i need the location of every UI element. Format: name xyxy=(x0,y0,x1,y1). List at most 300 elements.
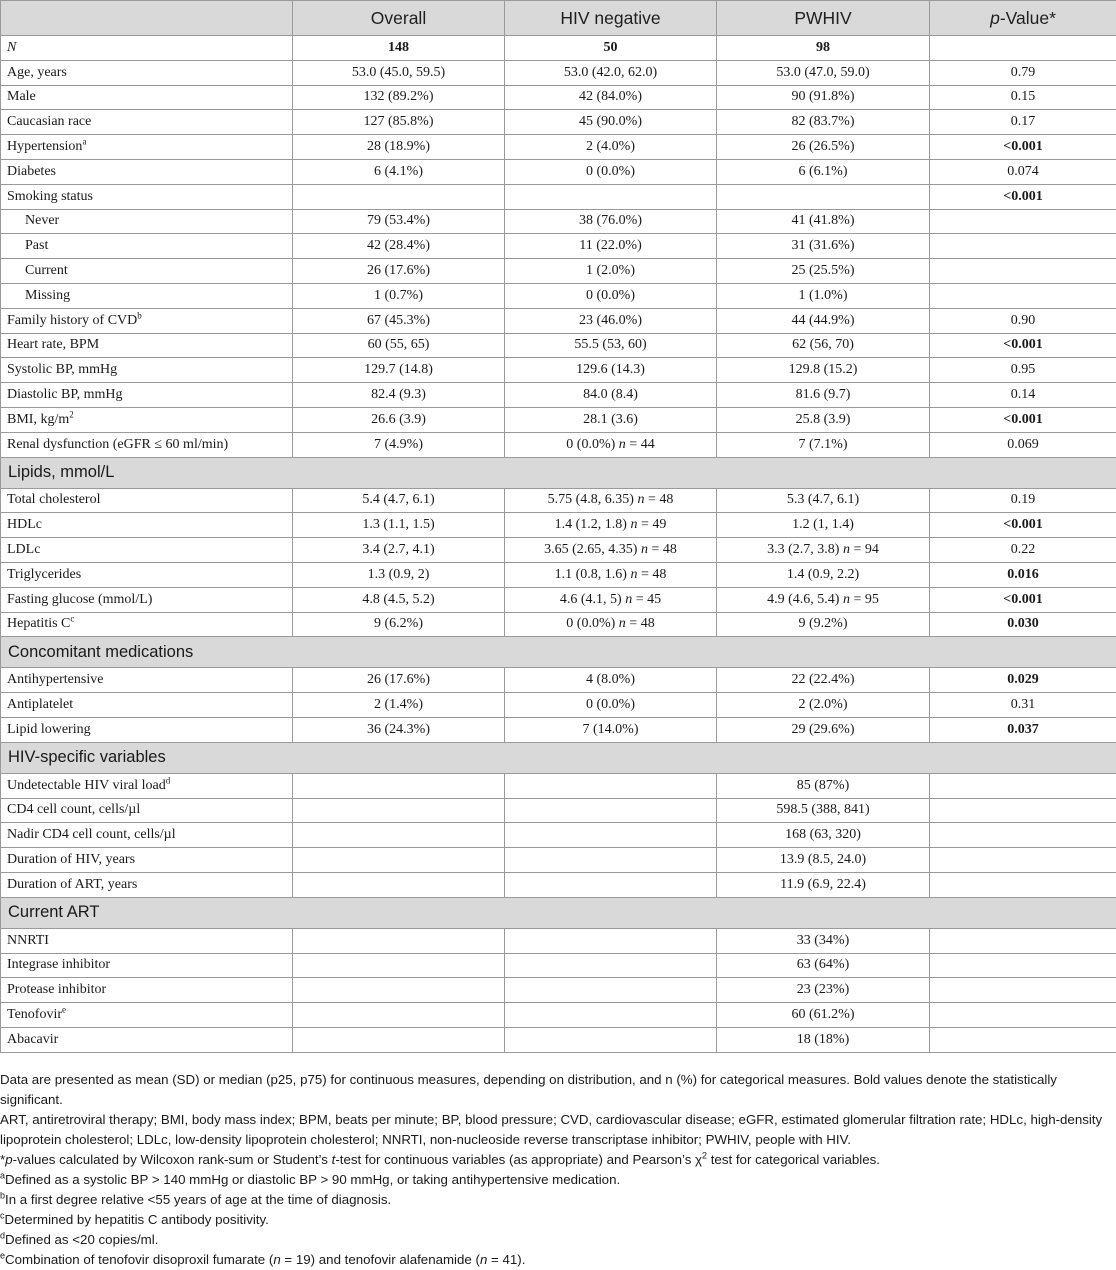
cell-p xyxy=(930,978,1116,1003)
n-label: n xyxy=(625,591,633,607)
table-row xyxy=(1,773,1116,798)
header-hiv-negative: HIV negative xyxy=(505,1,717,36)
table-row xyxy=(1,209,1116,234)
cell-p xyxy=(930,135,1116,160)
cell-hiv-negative xyxy=(505,872,717,897)
table-row xyxy=(1,234,1116,259)
cell-hiv-negative xyxy=(505,358,717,383)
cell-pwhiv xyxy=(717,1027,930,1052)
cell-pwhiv xyxy=(717,407,930,432)
footnote-a: $^a$Defined as a systolic BP > 140 mmHg or diastolic BP > 90 mmHg, or taking antihypertensive medication. xyxy=(0,1170,621,1187)
row-label xyxy=(1,953,293,978)
cell-value: 0.22 xyxy=(1010,542,1036,558)
row-label-text: Protease inhibitor xyxy=(7,982,107,998)
cell-pwhiv xyxy=(717,135,930,160)
cell-value: 28.1 (3.6) xyxy=(583,411,638,427)
cell-value: 25 (25.5%) xyxy=(791,263,855,279)
cell-pwhiv xyxy=(717,953,930,978)
footnote-star: *p-values calculated by Wilcoxon rank-sum or Student’s t-test for continuous variables (as appropriate) and Pearson’s $\chi^2$ test for categorical variables. xyxy=(0,1150,880,1167)
cell-hiv-negative xyxy=(505,259,717,284)
row-label xyxy=(1,587,293,612)
cell-pwhiv xyxy=(717,432,930,457)
cell-overall xyxy=(293,283,505,308)
cell-value: 3.65 (2.65, 4.35) xyxy=(544,542,638,558)
row-label xyxy=(1,383,293,408)
row-label-text: Duration of HIV, years xyxy=(7,852,136,867)
cell-value: 42 (84.0%) xyxy=(579,89,642,105)
table-footnotes xyxy=(0,1070,1112,1270)
cell-value: 33 (34%) xyxy=(796,932,850,948)
footnote-d: $^d$Defined as <20 copies/ml. xyxy=(0,1230,159,1247)
cell-value: 0.016 xyxy=(1007,566,1039,582)
cell-value: 0 (0.0%) xyxy=(586,163,635,179)
cell-value: 0 (0.0%) xyxy=(586,287,635,303)
cell-overall xyxy=(293,823,505,848)
section-row xyxy=(1,457,1116,488)
cell-overall xyxy=(293,259,505,284)
cell-value: 5.4 (4.7, 6.1) xyxy=(362,492,435,508)
cell-value: 129.7 (14.8) xyxy=(364,362,433,378)
cell-p xyxy=(930,60,1116,85)
cell-pwhiv xyxy=(717,383,930,408)
cell-overall xyxy=(293,407,505,432)
n-label: n xyxy=(618,436,626,452)
cell-hiv-negative xyxy=(505,717,717,742)
cell-overall xyxy=(293,872,505,897)
cell-value: 31 (31.6%) xyxy=(791,238,855,254)
n-label: n xyxy=(630,566,638,582)
cell-value: 45 (90.0%) xyxy=(579,114,642,130)
cell-value: 132 (89.2%) xyxy=(363,89,434,105)
table-row xyxy=(1,848,1116,873)
cell-value: 22 (22.4%) xyxy=(791,672,855,688)
row-label xyxy=(1,308,293,333)
cell-p xyxy=(930,773,1116,798)
n-value: 45 xyxy=(647,591,662,607)
cell-hiv-negative xyxy=(505,333,717,358)
cell-value: 0.90 xyxy=(1010,312,1036,328)
cell-hiv-negative: 5.75 (4.8, 6.35) n = 48 xyxy=(505,488,717,513)
cell-p xyxy=(930,823,1116,848)
cell-p xyxy=(930,798,1116,823)
cell-hiv-negative xyxy=(505,308,717,333)
cell-value: 23 (46.0%) xyxy=(579,312,642,328)
cell-value: 2 (2.0%) xyxy=(798,697,848,713)
cell-pwhiv: 3.3 (2.7, 3.8) n = 94 xyxy=(717,538,930,563)
cell-p xyxy=(930,668,1116,693)
row-label xyxy=(1,928,293,953)
cell-pwhiv xyxy=(717,848,930,873)
cell-value: 0.95 xyxy=(1010,362,1036,378)
cell-hiv-negative: 0 (0.0%) n = 44 xyxy=(505,432,717,457)
cell-value: 3.3 (2.7, 3.8) xyxy=(767,542,840,558)
table-row xyxy=(1,538,1116,563)
cell-p xyxy=(930,407,1116,432)
cell-pwhiv xyxy=(717,358,930,383)
cell-value: 85 (87%) xyxy=(796,777,850,793)
cell-value: 7 (4.9%) xyxy=(374,436,423,452)
cell-value: 168 (63, 320) xyxy=(785,827,861,843)
cell-value: 0.030 xyxy=(1007,616,1039,632)
cell-hiv-negative xyxy=(505,668,717,693)
cell-value: 53.0 (42.0, 62.0) xyxy=(563,64,658,80)
cell-value: 0.074 xyxy=(1007,163,1039,179)
row-label xyxy=(1,488,293,513)
cell-hiv-negative xyxy=(505,85,717,110)
cell-hiv-negative xyxy=(505,283,717,308)
cell-hiv-negative xyxy=(505,1027,717,1052)
cell-pwhiv: 4.9 (4.6, 5.4) n = 95 xyxy=(717,587,930,612)
row-label-text: Triglycerides xyxy=(7,566,82,582)
row-label xyxy=(1,1003,293,1028)
table-row xyxy=(1,159,1116,184)
n-value: 48 xyxy=(640,616,655,632)
cell-value: 1.1 (0.8, 1.6) xyxy=(554,566,627,582)
cell-value: 0.14 xyxy=(1010,387,1036,403)
cell-value: 26.6 (3.9) xyxy=(371,411,426,427)
cell-hiv-negative xyxy=(505,184,717,209)
n-value: 48 xyxy=(652,566,667,582)
cell-value: <0.001 xyxy=(1003,337,1043,353)
row-label xyxy=(1,407,293,432)
row-label-text: HDLc xyxy=(7,517,42,533)
row-label xyxy=(1,513,293,538)
cell-value: 129.8 (15.2) xyxy=(788,362,858,378)
cell-hiv-negative xyxy=(505,135,717,160)
n-value: 48 xyxy=(662,542,677,558)
cell-p xyxy=(930,928,1116,953)
row-label xyxy=(1,823,293,848)
row-label xyxy=(1,234,293,259)
cell-pwhiv xyxy=(717,85,930,110)
n-label: n xyxy=(842,591,850,607)
table-row xyxy=(1,135,1116,160)
table-row xyxy=(1,562,1116,587)
table-row xyxy=(1,1003,1116,1028)
cell-overall xyxy=(293,928,505,953)
cell-pwhiv xyxy=(717,773,930,798)
cell-p xyxy=(930,333,1116,358)
cell-hiv-negative xyxy=(505,823,717,848)
cell-overall xyxy=(293,668,505,693)
cell-value: 29 (29.6%) xyxy=(791,721,855,737)
cell-overall xyxy=(293,513,505,538)
cell-pwhiv xyxy=(717,562,930,587)
table-row xyxy=(1,358,1116,383)
row-label xyxy=(1,848,293,873)
row-label xyxy=(1,283,293,308)
cell-value: 9 (6.2%) xyxy=(374,616,423,632)
footnote-marker: a xyxy=(82,136,87,147)
table-row xyxy=(1,488,1116,513)
section-row xyxy=(1,637,1116,668)
n-label: n xyxy=(618,616,626,632)
cell-overall xyxy=(293,159,505,184)
cell-hiv-negative xyxy=(505,978,717,1003)
cell-value: 38 (76.0%) xyxy=(579,213,642,229)
row-label-text: Never xyxy=(25,213,60,229)
cell-hiv-negative: 0 (0.0%) n = 48 xyxy=(505,612,717,637)
row-label-text: Family history of CVD xyxy=(7,312,138,328)
cell-value: 1 (0.7%) xyxy=(374,287,423,303)
cell-value: 0 (0.0%) xyxy=(566,616,616,632)
cell-p xyxy=(930,538,1116,563)
n-label: n xyxy=(630,517,638,533)
cell-overall xyxy=(293,612,505,637)
cell-overall xyxy=(293,798,505,823)
table-row xyxy=(1,85,1116,110)
table-row xyxy=(1,1027,1116,1052)
table-row xyxy=(1,928,1116,953)
header-p-value: p-Value* xyxy=(930,1,1116,36)
row-label-text: Diastolic BP, mmHg xyxy=(7,387,123,403)
cell-value: 1.2 (1, 1.4) xyxy=(792,517,854,533)
cell-p xyxy=(930,488,1116,513)
cell-value: 7 (14.0%) xyxy=(582,721,639,737)
row-label xyxy=(1,798,293,823)
cell-value: 0 (0.0%) xyxy=(566,436,616,452)
cell-p xyxy=(930,159,1116,184)
footnote-marker: d xyxy=(165,774,171,785)
cell-pwhiv xyxy=(717,798,930,823)
table-row xyxy=(1,383,1116,408)
cell-value: 53.0 (47.0, 59.0) xyxy=(776,64,870,80)
cell-value: 1.4 (1.2, 1.8) xyxy=(554,517,627,533)
cell-hiv-negative xyxy=(505,383,717,408)
n-value: 94 xyxy=(864,542,879,558)
cell-hiv-negative xyxy=(505,1003,717,1028)
table-row xyxy=(1,798,1116,823)
cell-value: 60 (61.2%) xyxy=(791,1006,855,1022)
cell-overall xyxy=(293,848,505,873)
cell-value: <0.001 xyxy=(1003,139,1043,155)
table-row xyxy=(1,184,1116,209)
cell-pwhiv xyxy=(717,612,930,637)
cell-value: 3.4 (2.7, 4.1) xyxy=(362,542,435,558)
cell-overall xyxy=(293,978,505,1003)
row-label xyxy=(1,773,293,798)
row-label-text: Caucasian race xyxy=(7,114,92,130)
cell-pwhiv xyxy=(717,668,930,693)
table-row xyxy=(1,513,1116,538)
cell-value: 6 (4.1%) xyxy=(374,163,423,179)
row-label-text: Abacavir xyxy=(7,1031,59,1047)
row-label-text: Hepatitis C xyxy=(7,616,71,632)
cell-p xyxy=(930,432,1116,457)
n-label: n xyxy=(842,542,850,558)
row-label-text: Hypertension xyxy=(7,139,83,155)
table-row xyxy=(1,407,1116,432)
row-label xyxy=(1,259,293,284)
table-row xyxy=(1,693,1116,718)
cell-p xyxy=(930,209,1116,234)
row-label-text: LDLc xyxy=(7,542,41,558)
cell-overall xyxy=(293,693,505,718)
row-label-text: Male xyxy=(7,89,36,105)
cell-value: 1.4 (0.9, 2.2) xyxy=(786,566,860,582)
cell-hiv-negative: 1.4 (1.2, 1.8) n = 49 xyxy=(505,513,717,538)
cell-value: 60 (55, 65) xyxy=(367,337,430,353)
cell-pwhiv xyxy=(717,928,930,953)
cell-overall xyxy=(293,587,505,612)
row-label-text: Nadir CD4 cell count, cells/µl xyxy=(7,827,176,843)
cell-hiv-negative xyxy=(505,953,717,978)
table-row xyxy=(1,60,1116,85)
cell-pwhiv xyxy=(717,110,930,135)
cell-value: 26 (17.6%) xyxy=(367,672,430,688)
cell-overall xyxy=(293,1003,505,1028)
header-pwhiv: PWHIV xyxy=(717,1,930,36)
cell-p xyxy=(930,259,1116,284)
cell-value: 11 (22.0%) xyxy=(579,238,642,254)
cell-pwhiv xyxy=(717,60,930,85)
cell-value: 0.79 xyxy=(1010,64,1036,80)
row-label-text: NNRTI xyxy=(7,932,49,948)
n-row xyxy=(1,36,1116,61)
cell-value: 5.75 (4.8, 6.35) xyxy=(547,492,634,508)
cell-pwhiv xyxy=(717,283,930,308)
cell-p xyxy=(930,562,1116,587)
table-row xyxy=(1,283,1116,308)
cell-value: 62 (56, 70) xyxy=(792,337,854,353)
cell-p xyxy=(930,234,1116,259)
cell-value: 0.19 xyxy=(1010,492,1036,508)
row-label xyxy=(1,333,293,358)
cell-value: 1.3 (0.9, 2) xyxy=(367,566,430,582)
cell-value: 1.3 (1.1, 1.5) xyxy=(362,517,435,533)
cell-value: 7 (7.1%) xyxy=(798,436,848,452)
cell-overall xyxy=(293,383,505,408)
section-title: Concomitant medications xyxy=(1,637,1116,668)
n-label: n xyxy=(640,542,648,558)
cell-value: 13.9 (8.5, 24.0) xyxy=(779,852,867,867)
cell-p xyxy=(930,308,1116,333)
table-body xyxy=(1,36,1116,1053)
n-label: n xyxy=(637,492,645,508)
cell-value: <0.001 xyxy=(1003,411,1043,427)
row-label-text: Duration of ART, years xyxy=(7,876,138,892)
footnote-e: $^e$Combination of tenofovir disoproxil fumarate (n = 19) and tenofovir alafenamide (n = 41). xyxy=(0,1250,526,1267)
cell-value: <0.001 xyxy=(1003,188,1043,204)
header-blank xyxy=(1,1,293,36)
cell-value: 5.3 (4.7, 6.1) xyxy=(786,492,860,508)
cell-hiv-negative xyxy=(505,234,717,259)
row-label xyxy=(1,1027,293,1052)
row-label xyxy=(1,872,293,897)
cell-hiv-negative: 3.65 (2.65, 4.35) n = 48 xyxy=(505,538,717,563)
cell-overall xyxy=(293,717,505,742)
cell-value: 90 (91.8%) xyxy=(791,89,855,105)
cell-value: 9 (9.2%) xyxy=(798,616,848,632)
table-row xyxy=(1,612,1116,637)
cell-pwhiv xyxy=(717,823,930,848)
cell-pwhiv xyxy=(717,159,930,184)
cell-value: 0.15 xyxy=(1010,89,1036,105)
cell-value: 81.6 (9.7) xyxy=(795,387,851,403)
row-label xyxy=(1,135,293,160)
cell-p xyxy=(930,1003,1116,1028)
row-label xyxy=(1,358,293,383)
cell-value: 598.5 (388, 841) xyxy=(776,802,870,818)
cell-value: 18 (18%) xyxy=(796,1031,850,1047)
cell-p xyxy=(930,953,1116,978)
cell-overall xyxy=(293,209,505,234)
cell-p xyxy=(930,717,1116,742)
header-row xyxy=(1,1,1116,36)
table-row xyxy=(1,823,1116,848)
cell-value: 4.9 (4.6, 5.4) xyxy=(767,591,840,607)
row-label xyxy=(1,668,293,693)
section-title: HIV-specific variables xyxy=(1,742,1116,773)
cell-p xyxy=(930,184,1116,209)
table-row xyxy=(1,978,1116,1003)
row-label xyxy=(1,538,293,563)
row-label xyxy=(1,60,293,85)
cell-overall xyxy=(293,135,505,160)
cell-p xyxy=(930,358,1116,383)
cell-p xyxy=(930,1027,1116,1052)
cell-p xyxy=(930,85,1116,110)
table-row xyxy=(1,953,1116,978)
cell-p xyxy=(930,587,1116,612)
cell-p xyxy=(930,513,1116,538)
row-label-text: Missing xyxy=(25,287,71,303)
cell-hiv-negative: 4.6 (4.1, 5) n = 45 xyxy=(505,587,717,612)
cell-value: 55.5 (53, 60) xyxy=(574,337,647,353)
cell-p xyxy=(930,693,1116,718)
row-label: N xyxy=(1,36,293,61)
table-row xyxy=(1,333,1116,358)
row-label xyxy=(1,110,293,135)
n-value: 48 xyxy=(659,492,674,508)
cell-value: 4.6 (4.1, 5) xyxy=(559,591,622,607)
cell-p xyxy=(930,848,1116,873)
footnote-marker: b xyxy=(137,310,142,320)
cell-value: 129.6 (14.3) xyxy=(576,362,645,378)
row-label xyxy=(1,432,293,457)
cell-overall: 148 xyxy=(293,36,505,61)
row-label-text: BMI, kg/m xyxy=(7,411,70,427)
cell-value: 25.8 (3.9) xyxy=(795,411,851,427)
cell-overall xyxy=(293,333,505,358)
cell-value: 6 (6.1%) xyxy=(798,163,848,179)
n-value: 49 xyxy=(652,517,667,533)
cell-p xyxy=(930,612,1116,637)
cell-pwhiv xyxy=(717,259,930,284)
header-overall: Overall xyxy=(293,1,505,36)
cell-overall xyxy=(293,562,505,587)
cell-pwhiv xyxy=(717,308,930,333)
cell-value: 67 (45.3%) xyxy=(367,312,430,328)
cell-pwhiv xyxy=(717,717,930,742)
footnote-data-note: Data are presented as mean (SD) or median (p25, p75) for continuous measures, depending on distribution, and n (%) for categorical measures. Bold values denote the statistically significant. xyxy=(0,1072,1057,1107)
cell-value: 44 (44.9%) xyxy=(791,312,855,328)
table-row xyxy=(1,668,1116,693)
row-label-text: Smoking status xyxy=(7,188,93,204)
cell-overall xyxy=(293,773,505,798)
cell-pwhiv xyxy=(717,513,930,538)
row-label-text: Lipid lowering xyxy=(7,721,91,737)
row-label-text: Antihypertensive xyxy=(7,672,104,688)
row-label-text: Systolic BP, mmHg xyxy=(7,362,118,378)
cell-pwhiv xyxy=(717,234,930,259)
cell-overall xyxy=(293,1027,505,1052)
row-label-text: Antiplatelet xyxy=(7,697,74,713)
cell-p xyxy=(930,383,1116,408)
row-label xyxy=(1,693,293,718)
cell-overall xyxy=(293,488,505,513)
cell-value: 0.31 xyxy=(1010,697,1036,713)
